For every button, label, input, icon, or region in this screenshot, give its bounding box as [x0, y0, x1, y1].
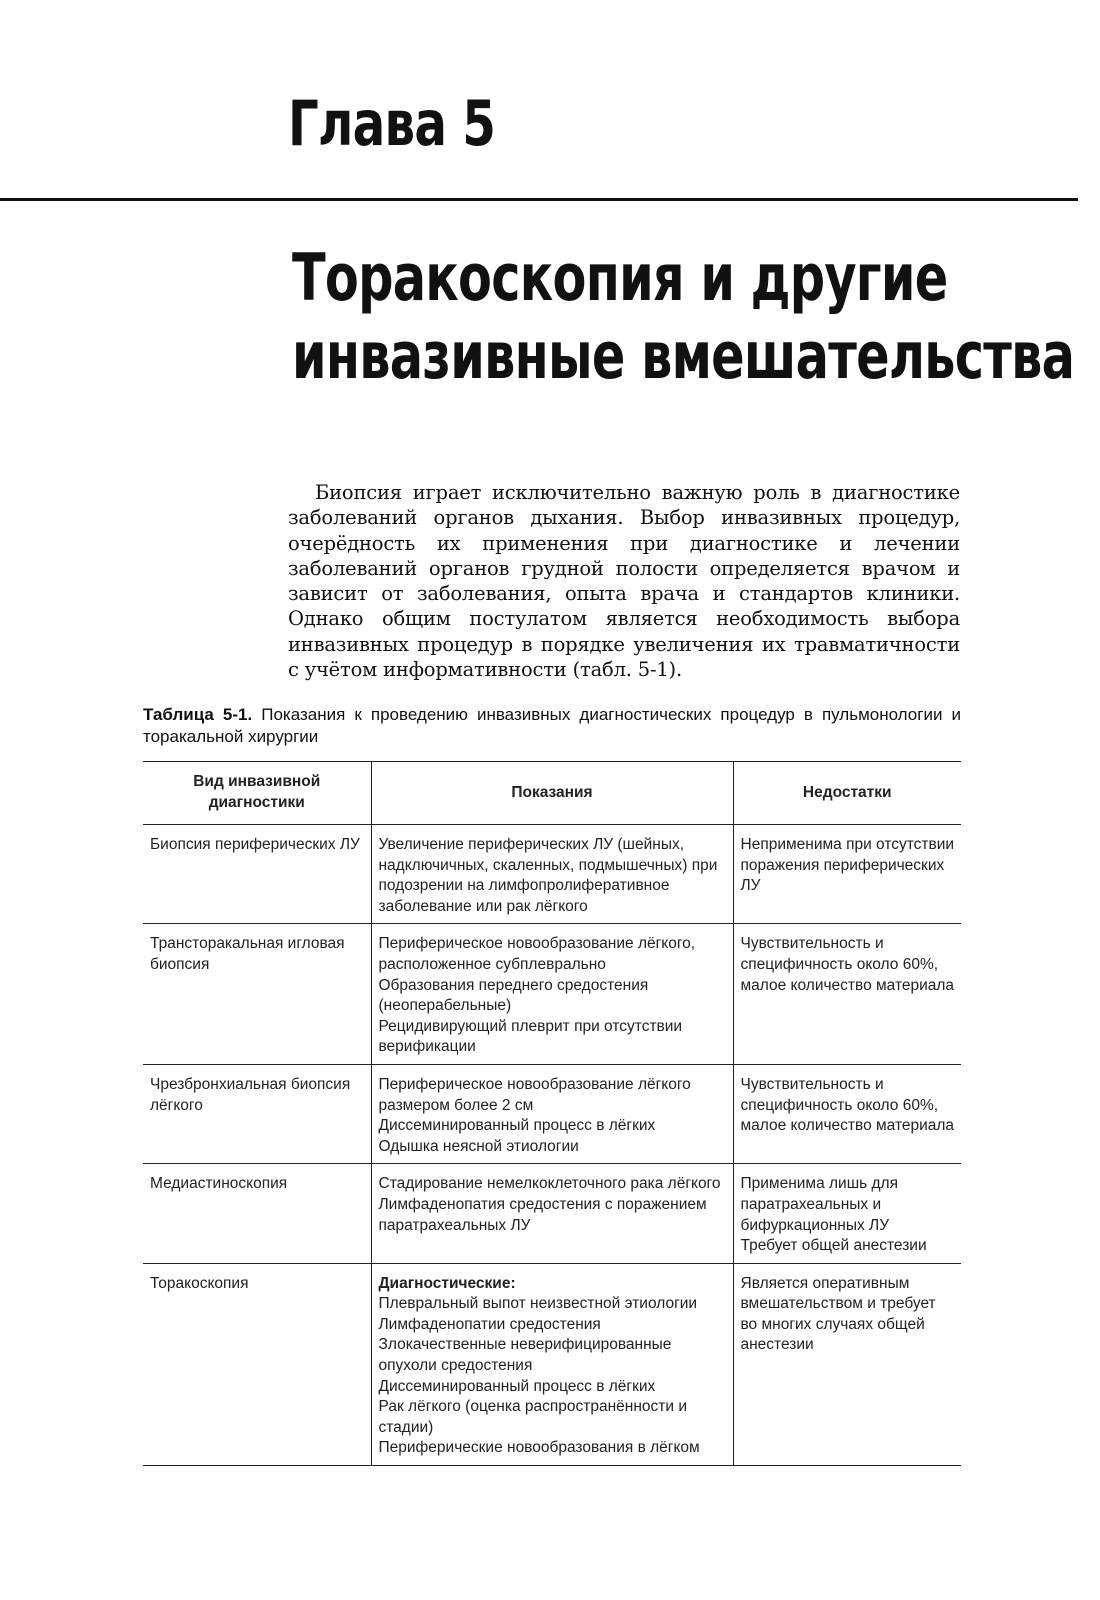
cell-drawbacks — [733, 1164, 961, 1263]
cell-drawbacks — [733, 825, 961, 924]
table-row — [143, 825, 961, 924]
indication-item: Рак лёгкого (оценка распространённости и стадии) — [378, 1398, 687, 1436]
cell-indications — [371, 825, 733, 924]
indication-item: Увеличение периферических ЛУ (шейных, надключичных, скаленных, подмышечных) при подозрении на лимфопролиферативное заболевание или рак лёгкого — [378, 836, 718, 915]
header-indications: Показания — [371, 762, 733, 825]
intro-paragraph: Биопсия играет исключительно важную роль в диагностике заболеваний органов дыхания. Выбор инвазивных процедур, очерёдность их применения при диагностике и лечении заболеваний органов грудной полости определяется врачом и зависит от заболевания, опыта врача и стандартов клиники. Однако общим постулатом является необходимость выбора инвазивных процедур в порядке увеличения их травматичности с учётом информативности (табл. 5-1). — [288, 481, 960, 682]
chapter-title-line-1: Торакоскопия и другие — [292, 241, 948, 316]
table-row — [143, 1263, 961, 1465]
indication-item: Рецидивирующий плеврит при отсутствии верификации — [378, 1017, 683, 1056]
indication-item: Злокачественные неверифицированные опухоли средостения — [378, 1336, 672, 1375]
indication-item: Диссеминированный процесс в лёгких — [378, 1117, 656, 1135]
table-row — [143, 1064, 961, 1163]
header-type: Вид инвазивной диагностики — [143, 762, 371, 825]
cell-drawbacks — [733, 1263, 961, 1465]
indication-item: Стадирование немелкоклеточного рака лёгкого — [378, 1175, 721, 1193]
cell-indications — [371, 924, 733, 1065]
table-body — [143, 825, 961, 1466]
drawback-item: Чувствительность и специфичность около 60%, малое количество материала — [740, 1075, 955, 1135]
indication-item: Периферическое новообразование лёгкого, расположенное субплеврально — [378, 935, 696, 973]
indication-item: Лимфаденопатии средостения — [378, 1315, 601, 1333]
chapter-title-line-2: инвазивные вмешательства — [292, 319, 1075, 394]
indication-item: Лимфаденопатия средостения с поражением паратрахеальных ЛУ — [378, 1195, 707, 1234]
drawback-item: Неприменима при отсутствии поражения периферических ЛУ — [740, 836, 955, 895]
table-row — [143, 924, 961, 1065]
table-caption — [143, 704, 961, 748]
drawback-item: Требует общей анестезии — [740, 1237, 927, 1255]
table-caption-label: Таблица 5-1. — [143, 705, 253, 724]
indication-item: Одышка неясной этиологии — [378, 1137, 579, 1155]
indication-item: Образования переднего средостения (неоперабельные) — [378, 976, 649, 1015]
cell-procedure-type: Чрезбронхиальная биопсия лёгкого — [143, 1064, 371, 1163]
drawback-item: Применима лишь для паратрахеальных и бифуркационных ЛУ — [740, 1175, 898, 1234]
chapter-divider — [0, 198, 1078, 201]
indications-heading: Диагностические: — [378, 1274, 516, 1292]
cell-indications — [371, 1164, 733, 1263]
cell-procedure-type: Торакоскопия — [143, 1263, 371, 1465]
cell-drawbacks — [733, 1064, 961, 1163]
indication-item: Диссеминированный процесс в лёгких — [378, 1377, 656, 1395]
drawback-item: Чувствительность и специфичность около 60%, малое количество материала — [740, 935, 955, 994]
table-header-row — [143, 762, 961, 825]
indication-item: Периферические новообразования в лёгком — [378, 1439, 700, 1457]
cell-procedure-type: Биопсия периферических ЛУ — [143, 825, 371, 924]
indications-table — [143, 761, 961, 1466]
indication-item: Периферическое новообразование лёгкого размером более 2 см — [378, 1075, 691, 1114]
cell-drawbacks — [733, 924, 961, 1065]
indication-item: Плевральный выпот неизвестной этиологии — [378, 1295, 698, 1313]
drawback-item: Является оперативным вмешательством и требует во многих случаях общей анестезии — [740, 1274, 936, 1354]
cell-indications — [371, 1263, 733, 1465]
cell-indications — [371, 1064, 733, 1163]
chapter-title — [292, 240, 1074, 396]
chapter-heading: Глава 5 — [288, 87, 496, 160]
cell-procedure-type: Трансторакальная игловая биопсия — [143, 924, 371, 1065]
table-row — [143, 1164, 961, 1263]
cell-procedure-type: Медиастиноскопия — [143, 1164, 371, 1263]
table-caption-text: Показания к проведению инвазивных диагностических процедур в пульмонологии и торакальной хирургии — [143, 705, 961, 746]
header-drawbacks: Недостатки — [733, 762, 961, 825]
